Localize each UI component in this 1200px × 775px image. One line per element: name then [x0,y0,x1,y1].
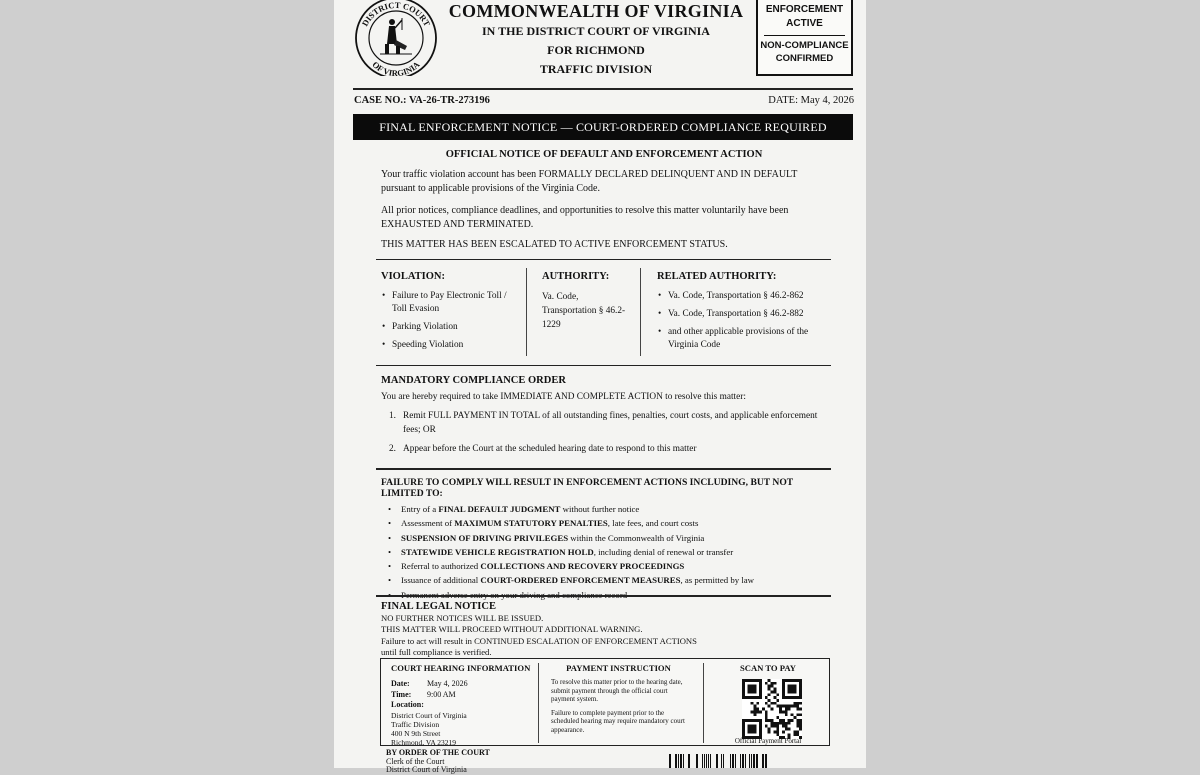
seal-ring-top: DISTRICT COURT [359,0,433,28]
box-divider [538,663,539,743]
failure-item-post: within the Commonwealth of Virginia [568,532,705,543]
related-authority-item: • Va. Code, Transportation § 46.2-862 [657,290,829,303]
payment-text-1: To resolve this matter prior to the hearing date, submit payment through the official court payment system. [551,678,683,704]
court-subtitle-1: IN THE DISTRICT COURT OF VIRGINIA [482,24,710,38]
notice-paragraph-2: All prior notices, compliance deadlines, and opportunities to resolve this matter voluntarily have been EXHAUSTED AND TERMINATED. [381,205,789,230]
case-date: DATE: May 4, 2026 [768,95,854,106]
qr-code-icon[interactable] [742,679,802,739]
hearing-date-row [391,679,536,690]
failure-item-pre: Issuance of additional [401,575,481,586]
failure-item [381,545,831,559]
final-legal-notice [381,600,821,657]
failure-item-bold: COLLECTIONS AND RECOVERY PROCEEDINGS [480,561,685,572]
authority-text: Va. Code, Transportation § 46.2-1229 [542,292,626,330]
failure-item-bold: FINAL DEFAULT JUDGMENT [438,504,561,514]
court-title: COMMONWEALTH OF VIRGINIA [448,1,744,21]
column-divider [526,268,527,356]
hearing-time-row [391,690,536,701]
failure-item [381,573,831,587]
court-header [446,0,746,79]
court-subtitle-3: TRAFFIC DIVISION [539,62,653,76]
enforcement-status-box [756,0,853,76]
seal-ring-bottom: OF VIRGINIA [370,59,422,76]
related-authority-title: RELATED AUTHORITY: [657,271,777,282]
violation-item: • Failure to Pay Electronic Toll / Toll Evasion [381,290,521,316]
final-notice-banner: FINAL ENFORCEMENT NOTICE — COURT-ORDERED COMPLIANCE REQUIRED [353,114,853,140]
hearing-location-line: District Court of Virginia [391,710,467,720]
failure-item-post: , including denial of renewal or transfer [593,546,734,557]
svg-text:DISTRICT COURT [360,0,433,28]
hearing-time-label: Time: [391,689,412,699]
legal-line-4: until full compliance is verified. [381,646,492,657]
barcode-icon [667,754,767,768]
legal-title: FINAL LEGAL NOTICE [381,601,496,612]
hearing-location-line: Richmond, VA 23219 [391,737,456,747]
failure-title: FAILURE TO COMPLY WILL RESULT IN ENFORCEMENT ACTIONS INCLUDING, BUT NOT LIMITED TO: [381,477,794,499]
failure-item-bold: SUSPENSION OF DRIVING PRIVILEGES [401,532,569,543]
failure-item-pre: Assessment of [401,518,455,529]
scan-caption: Official Payment Portal [734,737,802,745]
step-text: Remit FULL PAYMENT IN TOTAL of all outstanding fines, penalties, court costs, and applicable enforcement fees; OR [403,410,818,435]
authority-column [542,262,632,357]
order-line-3: District Court of Virginia [386,765,467,774]
step-number: 1. [389,410,396,421]
violation-item: • Parking Violation [381,321,521,334]
notice-paragraph-3: THIS MATTER HAS BEEN ESCALATED TO ACTIVE ENFORCEMENT STATUS. [381,239,728,250]
hearing-location-line: Traffic Division [391,719,440,729]
failure-item [381,531,831,545]
compliance-intro: You are hereby required to take IMMEDIATE AND COMPLETE ACTION to resolve this matter: [381,392,746,402]
section-rule-2 [376,365,831,366]
failure-item [381,559,831,573]
violation-title: VIOLATION: [381,271,445,282]
legal-line-2: THIS MATTER WILL PROCEED WITHOUT ADDITIONAL WARNING. [381,623,643,634]
column-divider [640,268,641,356]
notice-paragraph-1: Your traffic violation account has been FORMALLY DECLARED DELINQUENT AND IN DEFAULT pursuant to applicable provisions of the Virginia Code. [381,169,798,194]
violation-authority-grid [376,262,831,365]
hearing-date-label: Date: [391,679,410,688]
hearing-location-line: 400 N 9th Street [391,728,441,738]
hearing-info [391,663,536,747]
section-rule-1 [376,259,831,260]
hearing-payment-box [380,658,830,746]
step-number: 2. [389,443,396,454]
hearing-time: 9:00 AM [427,689,456,699]
section-rule-4 [376,595,831,597]
related-authority-item: • Va. Code, Transportation § 46.2-882 [657,308,829,321]
case-number: CASE NO.: VA-26-TR-273196 [354,95,490,106]
payment-title: PAYMENT INSTRUCTION [566,663,671,673]
official-notice-title: OFFICIAL NOTICE OF DEFAULT AND ENFORCEMENT ACTION [445,149,763,160]
court-subtitle-2: FOR RICHMOND [547,43,645,57]
step-text: Appear before the Court at the scheduled hearing date to respond to this matter [403,443,697,454]
court-order-signature [386,749,586,775]
failure-item-pre: Entry of a [401,504,439,514]
box-divider [703,663,704,743]
legal-line-1: NO FURTHER NOTICES WILL BE ISSUED. [381,613,544,623]
legal-line-3: Failure to act will result in CONTINUED ESCALATION OF ENFORCEMENT ACTIONS [381,636,697,646]
payment-text-2: Failure to complete payment prior to the scheduled hearing may require mandatory court appearance. [551,708,685,734]
order-line-2: Clerk of the Court [386,756,445,766]
compliance-title: MANDATORY COMPLIANCE ORDER [381,375,566,386]
order-line-1: BY ORDER OF THE COURT [386,748,490,757]
status-non-compliance: NON-COMPLIANCE CONFIRMED [760,40,849,64]
failure-item [381,502,831,516]
failure-item-post: , late fees, and court costs [607,518,699,529]
authority-title: AUTHORITY: [542,271,610,282]
scan-to-pay [706,663,830,745]
failure-item [381,516,831,530]
hearing-location-label: Location: [391,700,424,709]
scan-title: SCAN TO PAY [739,663,797,673]
hearing-date: May 4, 2026 [427,679,468,688]
compliance-step [381,409,831,437]
notice-document [334,0,866,774]
related-authority-item: • and other applicable provisions of the Virginia Code [657,326,829,352]
case-line [354,95,854,106]
section-rule-3 [376,468,831,470]
failure-item-bold: COURT-ORDERED ENFORCEMENT MEASURES [480,575,681,586]
violation-item: • Speeding Violation [381,339,521,352]
failure-item-post: , as permitted by law [680,575,755,586]
court-seal-icon [352,0,440,76]
failure-item-post: without further notice [560,504,640,514]
violation-column [381,262,521,357]
compliance-order-section [381,375,831,461]
failure-item-bold: MAXIMUM STATUTORY PENALTIES [454,518,608,529]
hearing-title: COURT HEARING INFORMATION [391,663,531,673]
payment-instruction [551,663,686,735]
failure-section [381,477,831,602]
header-rule [353,88,853,90]
related-authority-column [657,262,829,357]
compliance-step [381,442,831,456]
failure-item-bold: STATEWIDE VEHICLE REGISTRATION HOLD [401,546,594,557]
failure-item-pre: Referral to authorized [401,561,481,572]
status-enforcement-active: ENFORCEMENT ACTIVE [765,4,844,29]
